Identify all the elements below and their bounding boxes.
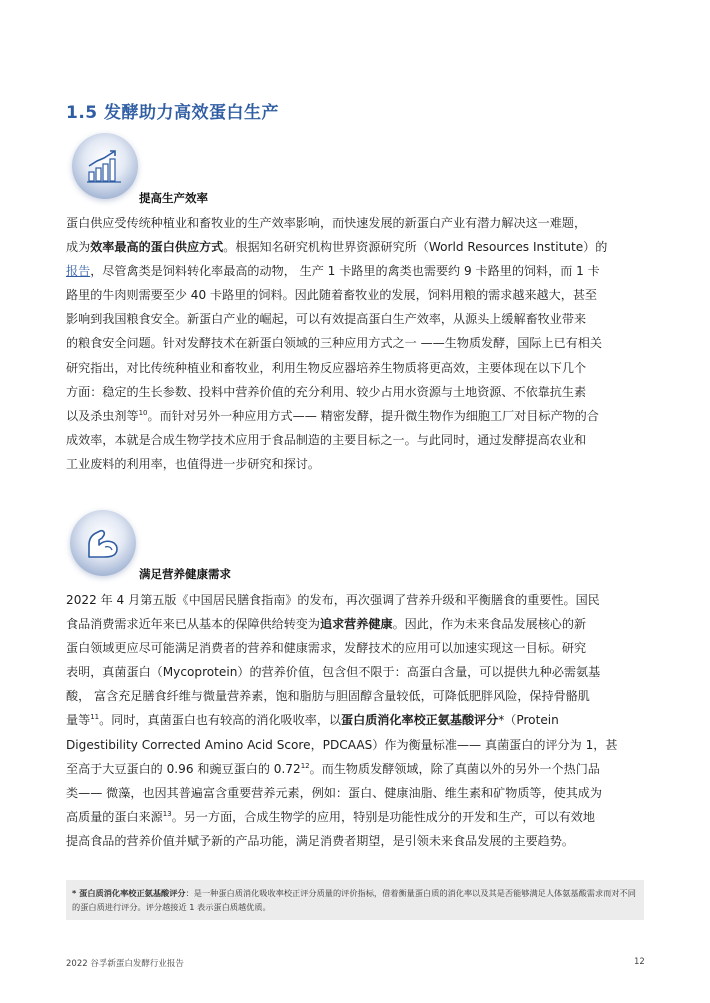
body-text: 路里的牛肉则需要至少 40 卡路里的饲料。因此随着畜牧业的发展，饲料用粮的需求越来越大，甚至 [66,288,598,303]
emphasis-text: 效率最高的蛋白供应方式 [90,240,224,255]
body-text: 酸， 富含充足膳食纤维与微量营养素，饱和脂肪与胆固醇含量较低，可降低肥胖风险，保持骨骼肌 [66,689,590,704]
text-line [66,283,656,307]
body-text: 至高于大豆蛋白的 0.96 和豌豆蛋白的 0.72 [66,761,301,776]
citation-marker: 13 [162,809,172,818]
text-line [66,757,656,781]
text-line [66,307,656,331]
text-line [66,660,656,684]
body-text: 高质量的蛋白来源 [66,809,163,824]
growth-chart-icon [72,133,138,199]
footnote-term: * 蛋白质消化率校正氨基酸评分 [72,888,186,898]
report-title: 2022 谷孚新蛋白发酵行业报告 [66,959,184,969]
body-text: 。而针对另外一种应用方式—— 精密发酵，提升微生物作为细胞工厂对目标产物的合 [147,408,599,423]
body-text: 蛋白领域更应尽可能满足消费者的营养和健康需求，发酵技术的应用可以加速实现这一目标。研究 [66,641,587,656]
flexed-arm-icon [70,510,136,576]
body-text: 类—— 微藻，也因其普遍富含重要营养元素，例如：蛋白、健康油脂、维生素和矿物质等，使其成为 [66,785,602,800]
body-text: 。而生物质发酵领域，除了真菌以外的另外一个热门品 [309,761,600,776]
text-line [66,636,656,660]
page-number: 12 [634,957,645,967]
text-line [66,259,656,283]
body-text: 。同时，真菌蛋白也有较高的消化吸收率，以 [99,713,342,728]
body-text: 研究指出，对比传统种植业和畜牧业，利用生物反应器培养生物质将更高效，主要体现在以下几个 [66,360,587,375]
footnote-text: ：是一种蛋白质消化吸收率校正评分质量的评价指标，借着衡量蛋白质的消化率以及其是否能够满足人体氨基酸需求而对不同的蛋白质进行评分。评分越接近 1 表示蛋白质越优质。 [72,888,636,912]
body-text: 提高食品的营养价值并赋予新的产品功能，满足消费者期望，是引领未来食品发展的主要趋势。 [66,833,574,848]
text-line [66,612,656,636]
body-text: 。根据知名研究机构世界资源研究所（World Resources Institute）的 [223,240,608,255]
citation-marker: 11 [90,713,100,722]
body-text: Digestibility Corrected Amino Acid Score，PDCAAS）作为衡量标准—— 真菌蛋白的评分为 1，甚 [66,737,618,752]
text-line [66,708,656,732]
paragraph-nutrition [66,588,656,853]
body-text: 。另一方面，合成生物学的应用，特别是功能性成分的开发和生产，可以有效地 [171,809,595,824]
body-text: 成效率，本就是合成生物学技术应用于食品制造的主要目标之一。与此同时，通过发酵提高农业和 [66,432,587,447]
body-text: 2022 年 4 月第五版《中国居民膳食指南》的发布，再次强调了营养升级和平衡膳食的重要性。国民 [66,593,600,607]
emphasis-text: 蛋白质消化率校正氨基酸评分 [341,713,499,728]
text-line [66,428,656,452]
body-text: 蛋白供应受传统种植业和畜牧业的生产效率影响，而快速发展的新蛋白产业有潜力解决这一难题， [66,216,587,230]
body-text: 成为 [66,240,91,255]
text-line [66,380,656,404]
body-text: 的粮食安全问题。针对发酵技术在新蛋白领域的三种应用方式之一 ——生物质发酵，国际上已有相关 [66,336,602,351]
body-text: 。因此，作为未来食品发展核心的新 [392,617,587,632]
text-line [66,356,656,380]
text-line [66,211,656,235]
text-line [66,588,656,612]
citation-marker: 10 [138,408,148,417]
body-text: 表明，真菌蛋白（Mycoprotein）的营养价值，包含但不限于：高蛋白含量，可以提供九种必需氨基 [66,665,601,680]
body-text: 工业废料的利用率，也值得进一步研究和探讨。 [66,456,320,471]
body-text: ，尽管禽类是饲料转化率最高的动物， 生产 1 卡路里的禽类也需要约 9 卡路里的饲料，而 1 卡 [90,264,600,279]
subheading-nutrition: 满足营养健康需求 [139,567,231,581]
body-text: *（Protein [498,713,559,728]
subheading-efficiency: 提高生产效率 [139,191,208,205]
text-line [66,235,656,259]
text-line [66,404,656,428]
body-text: 方面：稳定的生长参数、投料中营养价值的充分利用、较少占用水资源与土地资源、不依靠抗生素 [66,384,587,399]
report-link[interactable]: 报告 [66,264,91,279]
text-line [66,829,656,853]
footnote-box [66,880,644,920]
body-text: 食品消费需求近年来已从基本的保障供给转变为 [66,617,320,632]
citation-marker: 12 [300,761,310,770]
text-line [66,733,656,757]
body-text: 影响到我国粮食安全。新蛋白产业的崛起，可以有效提高蛋白生产效率，从源头上缓解畜牧业带来 [66,312,587,327]
text-line [66,781,656,805]
text-line [66,331,656,355]
emphasis-text: 追求营养健康 [319,617,393,632]
section-title: 1.5 发酵助力高效蛋白生产 [66,103,280,123]
body-text: 以及杀虫剂等 [66,408,139,423]
text-line [66,805,656,829]
paragraph-efficiency [66,211,656,476]
body-text: 量等 [66,713,91,728]
text-line [66,684,656,708]
footnote [72,880,638,914]
text-line [66,452,656,476]
